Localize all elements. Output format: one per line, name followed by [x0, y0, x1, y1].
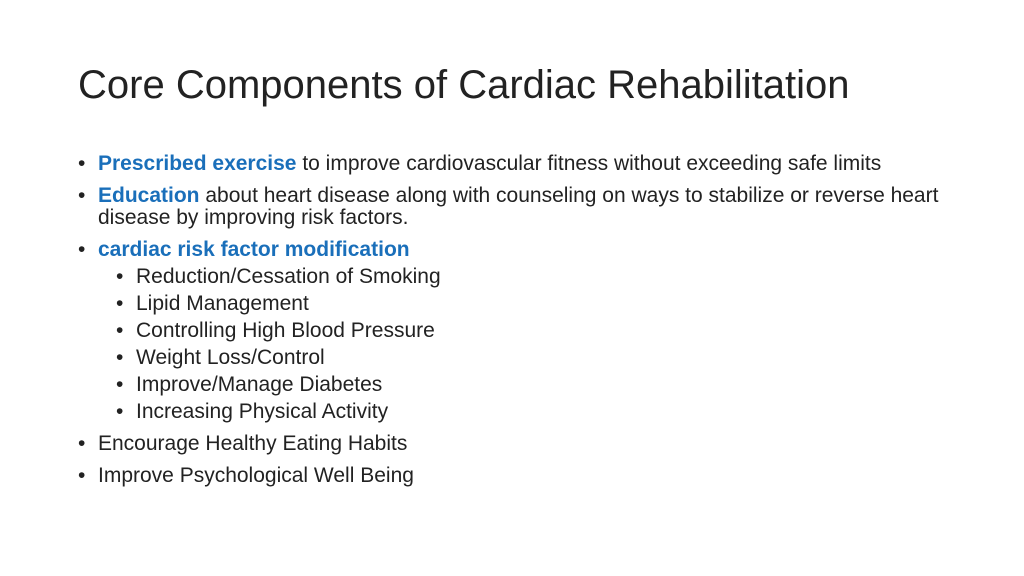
- list-item-prescribed-exercise: [78, 153, 948, 175]
- item-text: about heart disease along with counseling on ways to stabilize or reverse heart disease by improving risk factors.: [98, 184, 939, 229]
- bullet-icon: •: [116, 319, 124, 342]
- sublist-item-text: Controlling High Blood Pressure: [136, 319, 435, 342]
- bullet-icon: •: [78, 464, 86, 487]
- sublist-item-text: Weight Loss/Control: [136, 346, 325, 369]
- bullet-icon: •: [78, 238, 86, 261]
- sublist-item-weight: [116, 347, 948, 369]
- sublist-item-physical-activity: [116, 401, 948, 423]
- list-item-psychological-well-being: [78, 465, 948, 487]
- sublist-item-text: Increasing Physical Activity: [136, 400, 389, 423]
- sublist-item-lipid: [116, 293, 948, 315]
- list-item-education: [78, 185, 948, 229]
- bullet-icon: •: [78, 152, 86, 175]
- item-text: to improve cardiovascular fitness without exceeding safe limits: [296, 152, 882, 175]
- bullet-icon: •: [116, 292, 124, 315]
- sublist-item-smoking: [116, 266, 948, 288]
- bullet-icon: •: [116, 373, 124, 396]
- list-item-healthy-eating: [78, 433, 948, 455]
- bullet-icon: •: [78, 184, 86, 207]
- item-text: Improve Psychological Well Being: [98, 464, 414, 487]
- bullet-icon: •: [78, 432, 86, 455]
- item-highlight: cardiac risk factor modification: [98, 238, 410, 261]
- sublist-item-blood-pressure: [116, 320, 948, 342]
- bullet-list: [78, 153, 948, 497]
- item-highlight: Prescribed exercise: [98, 152, 297, 175]
- sublist-item-text: Improve/Manage Diabetes: [136, 373, 383, 396]
- sublist-item-diabetes: [116, 374, 948, 396]
- slide-title: Core Components of Cardiac Rehabilitation: [78, 63, 850, 107]
- sublist-item-text: Reduction/Cessation of Smoking: [136, 265, 441, 288]
- item-highlight: Education: [98, 184, 200, 207]
- item-text: Encourage Healthy Eating Habits: [98, 432, 408, 455]
- bullet-icon: •: [116, 346, 124, 369]
- list-item-risk-factor-modification: [78, 239, 948, 261]
- risk-factor-sublist: [78, 266, 948, 423]
- sublist-item-text: Lipid Management: [136, 292, 309, 315]
- bullet-icon: •: [116, 265, 124, 288]
- bullet-icon: •: [116, 400, 124, 423]
